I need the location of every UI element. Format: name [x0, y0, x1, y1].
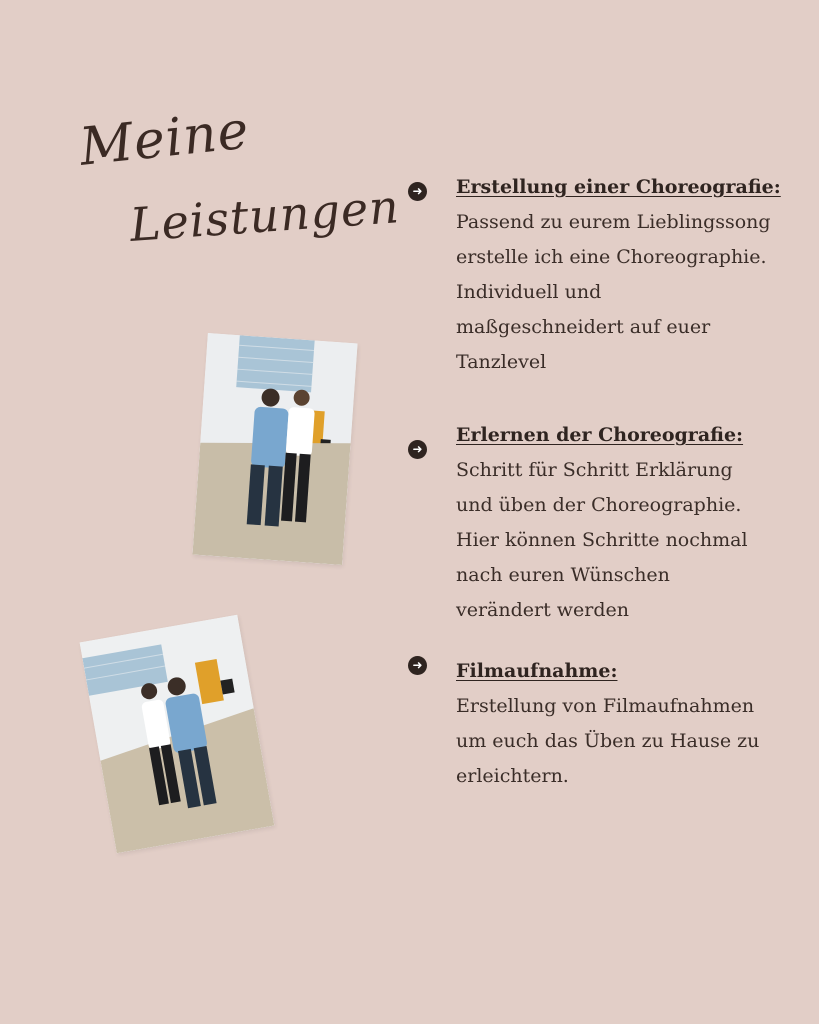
description-line: um euch das Üben zu Hause zu [456, 730, 760, 752]
arrow-right-icon: ➜ [408, 440, 427, 459]
dance-photo-1 [192, 333, 357, 565]
description-line: erstelle ich eine Choreographie. [456, 246, 767, 268]
service-description [456, 453, 786, 628]
service-title: Filmaufnahme: [456, 660, 618, 682]
description-line: Tanzlevel [456, 351, 547, 373]
service-title: Erlernen der Choreografie: [456, 424, 744, 446]
description-line: Schritt für Schritt Erklärung [456, 459, 733, 481]
description-line: Individuell und [456, 281, 602, 303]
title-line-1: Meine [76, 100, 253, 178]
page-title [72, 100, 402, 290]
arrow-right-icon: ➜ [408, 182, 427, 201]
description-line: nach euren Wünschen [456, 564, 670, 586]
service-description [456, 689, 786, 794]
description-line: erleichtern. [456, 765, 569, 787]
description-line: verändert werden [456, 599, 630, 621]
arrow-right-icon: ➜ [408, 656, 427, 675]
description-line: Hier können Schritte nochmal [456, 529, 748, 551]
description-line: maßgeschneidert auf euer [456, 316, 711, 338]
dance-photo-2 [80, 615, 275, 854]
description-line: und üben der Choreographie. [456, 494, 742, 516]
description-line: Passend zu eurem Lieblingssong [456, 211, 771, 233]
title-line-2: Leistungen [128, 179, 402, 252]
service-description [456, 205, 786, 380]
service-title: Erstellung einer Choreografie: [456, 176, 781, 198]
description-line: Erstellung von Filmaufnahmen [456, 695, 755, 717]
